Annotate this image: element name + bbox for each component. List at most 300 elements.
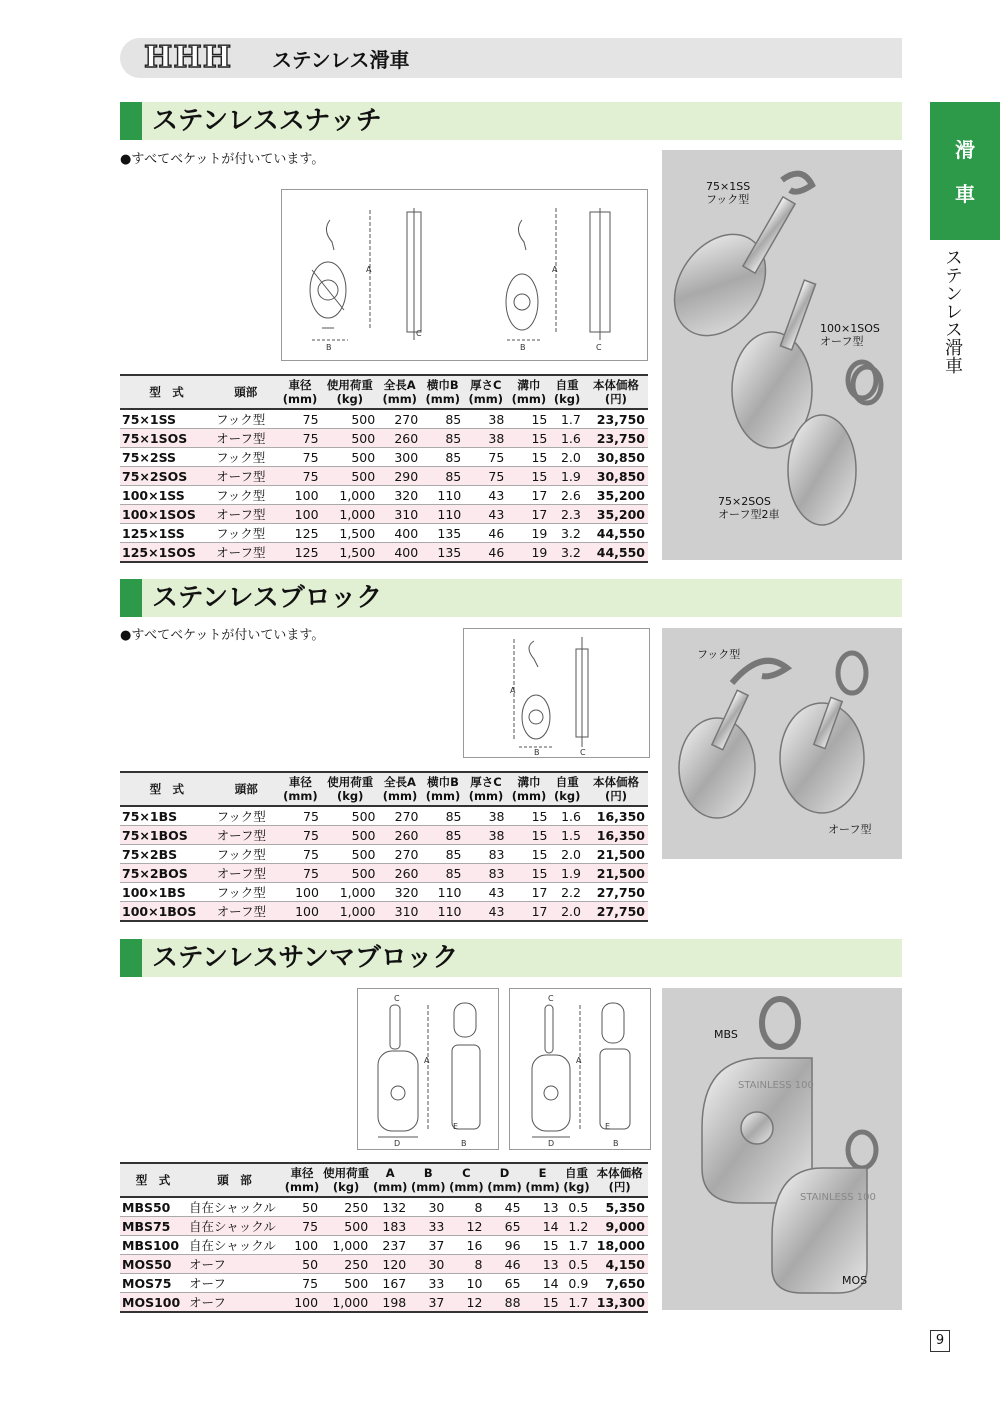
snatch-photo-label-a: 75×1SS フック型 (706, 180, 751, 206)
side-tab-char2: 車 (955, 182, 975, 206)
table-cell: 110 (421, 505, 464, 524)
table-cell: 500 (322, 448, 379, 467)
table-cell: 43 (465, 902, 508, 922)
table-row (120, 1274, 648, 1293)
table-row (120, 505, 648, 524)
table-cell: 75 (279, 826, 322, 845)
table-cell: 2.3 (550, 505, 584, 524)
head-type-cell: 自在シャックル (186, 1236, 283, 1255)
head-type-cell: 自在シャックル (186, 1197, 283, 1217)
table-cell: 33 (409, 1274, 447, 1293)
mos-label-D: D (548, 1139, 555, 1148)
table-cell: 320 (378, 486, 421, 505)
table-cell: 198 (371, 1293, 409, 1313)
model-cell: 75×2SS (120, 448, 213, 467)
table-row (120, 1236, 648, 1255)
table-cell: 15 (507, 429, 550, 448)
head-type-cell: 自在シャックル (186, 1217, 283, 1236)
model-cell: 75×1SOS (120, 429, 213, 448)
table-cell: 8 (447, 1197, 485, 1217)
mbs-label-D: D (394, 1139, 401, 1148)
table-row (120, 806, 648, 826)
head-type-cell: オーフ型 (213, 429, 278, 448)
table-cell: 43 (465, 883, 508, 902)
mos-label-E: E (605, 1122, 611, 1131)
column-header: 自重 (kg) (551, 772, 584, 806)
block-note: ●すべてベケットが付いています。 (120, 628, 325, 643)
table-cell: 2.0 (551, 902, 584, 922)
table-cell: 15 (507, 467, 550, 486)
model-cell: MOS75 (120, 1274, 186, 1293)
table-cell: 33 (409, 1217, 447, 1236)
table-cell: 17 (508, 883, 551, 902)
column-header: 本体価格 (円) (584, 772, 648, 806)
table-cell: 1.6 (551, 806, 584, 826)
snatch-diagram (282, 190, 647, 360)
model-cell: 75×1SS (120, 409, 213, 429)
block-photo-label-a: フック型 (697, 648, 741, 661)
model-cell: 100×1SS (120, 486, 213, 505)
table-cell: 110 (422, 883, 465, 902)
head-type-cell: フック型 (214, 845, 279, 864)
block-label-A: A (510, 686, 516, 695)
table-cell: 310 (379, 902, 422, 922)
price-cell: 13,300 (591, 1293, 648, 1313)
table-cell: 310 (378, 505, 421, 524)
table-cell: 75 (464, 448, 507, 467)
table-cell: 1,000 (322, 486, 379, 505)
table-cell: 13 (524, 1197, 562, 1217)
block-spec-table (120, 771, 648, 922)
mos-label-C: C (548, 994, 554, 1003)
table-cell: 500 (322, 826, 379, 845)
sanma-photo (662, 988, 902, 1310)
column-header: 溝巾 (mm) (507, 375, 550, 409)
price-cell: 27,750 (584, 902, 648, 922)
price-cell: 21,500 (584, 864, 648, 883)
table-cell: 500 (322, 806, 379, 826)
table-cell: 85 (422, 806, 465, 826)
model-cell: MBS100 (120, 1236, 186, 1255)
section-title-sanma: ステンレスサンマブロック (152, 943, 459, 973)
section-title-snatch: ステンレススナッチ (152, 106, 382, 136)
model-cell: MOS50 (120, 1255, 186, 1274)
table-cell: 3.2 (550, 524, 584, 543)
table-cell: 1,500 (322, 524, 379, 543)
sanma-spec-table (120, 1162, 648, 1313)
table-cell: 43 (464, 486, 507, 505)
table-row (120, 864, 648, 883)
price-cell: 5,350 (591, 1197, 648, 1217)
table-cell: 183 (371, 1217, 409, 1236)
table-cell: 300 (378, 448, 421, 467)
model-cell: 125×1SOS (120, 543, 213, 563)
table-row (120, 409, 648, 429)
table-row (120, 429, 648, 448)
price-cell: 35,200 (584, 486, 648, 505)
table-cell: 75 (279, 806, 322, 826)
table-cell: 2.0 (551, 845, 584, 864)
column-header: 型 式 (120, 772, 214, 806)
table-cell: 1,000 (321, 1236, 371, 1255)
table-cell: 1.9 (551, 864, 584, 883)
table-cell: 270 (379, 806, 422, 826)
table-cell: 100 (279, 902, 322, 922)
sanma-engraving-b: STAINLESS 100 (800, 1192, 876, 1203)
table-cell: 1,000 (322, 505, 379, 524)
section-header-block (120, 579, 902, 617)
mos-label-A: A (576, 1056, 582, 1065)
table-cell: 19 (507, 543, 550, 563)
snatch-spec-table (120, 374, 648, 563)
table-cell: 1,500 (322, 543, 379, 563)
table-cell: 83 (465, 845, 508, 864)
table-cell: 16 (447, 1236, 485, 1255)
model-cell: 75×2BOS (120, 864, 214, 883)
table-cell: 85 (421, 409, 464, 429)
column-header: 自重 (kg) (562, 1163, 592, 1197)
table-cell: 50 (283, 1255, 321, 1274)
table-cell: 15 (524, 1293, 562, 1313)
head-type-cell: フック型 (213, 409, 278, 429)
table-cell: 400 (378, 543, 421, 563)
side-tab-char1: 滑 (955, 138, 975, 162)
table-cell: 38 (464, 409, 507, 429)
model-cell: MBS75 (120, 1217, 186, 1236)
model-cell: 125×1SS (120, 524, 213, 543)
mbs-label-E: E (453, 1122, 459, 1131)
model-cell: 75×1BOS (120, 826, 214, 845)
table-cell: 0.9 (562, 1274, 592, 1293)
price-cell: 44,550 (584, 543, 648, 563)
table-cell: 2.6 (550, 486, 584, 505)
price-cell: 30,850 (584, 448, 648, 467)
table-cell: 1.2 (562, 1217, 592, 1236)
table-row (120, 902, 648, 922)
section-header-sanma (120, 939, 902, 977)
label-B-left: B (326, 343, 332, 352)
table-cell: 135 (421, 524, 464, 543)
model-cell: MOS100 (120, 1293, 186, 1313)
column-header: 頭部 (213, 375, 278, 409)
head-type-cell: オーフ型 (214, 902, 279, 922)
table-cell: 2.0 (550, 448, 584, 467)
table-cell: 237 (371, 1236, 409, 1255)
snatch-photo-label-b: 100×1SOS オーフ型 (820, 322, 880, 348)
table-cell: 37 (409, 1236, 447, 1255)
column-header: D (mm) (485, 1163, 523, 1197)
price-cell: 16,350 (584, 806, 648, 826)
table-cell: 1,000 (321, 1293, 371, 1313)
mbs-label-B: B (461, 1139, 467, 1148)
table-cell: 75 (279, 864, 322, 883)
table-cell: 120 (371, 1255, 409, 1274)
table-cell: 1,000 (322, 902, 379, 922)
price-cell: 9,000 (591, 1217, 648, 1236)
table-cell: 37 (409, 1293, 447, 1313)
table-row (120, 467, 648, 486)
column-header: 自重 (kg) (550, 375, 584, 409)
column-header: 本体価格 (円) (591, 1163, 648, 1197)
table-cell: 75 (278, 429, 321, 448)
table-cell: 500 (321, 1217, 371, 1236)
table-cell: 46 (464, 524, 507, 543)
head-type-cell: オーフ型 (214, 864, 279, 883)
table-row (120, 1197, 648, 1217)
model-cell: 100×1BS (120, 883, 214, 902)
table-cell: 85 (421, 448, 464, 467)
brand-logo: HHH (144, 40, 233, 75)
model-cell: 75×1BS (120, 806, 214, 826)
table-cell: 270 (379, 845, 422, 864)
table-cell: 38 (465, 826, 508, 845)
table-cell: 85 (422, 826, 465, 845)
column-header: 型 式 (120, 375, 213, 409)
model-cell: 75×2SOS (120, 467, 213, 486)
price-cell: 16,350 (584, 826, 648, 845)
table-cell: 250 (321, 1255, 371, 1274)
table-row (120, 1293, 648, 1313)
table-cell: 50 (283, 1197, 321, 1217)
table-cell: 75 (283, 1274, 321, 1293)
table-cell: 0.5 (562, 1197, 592, 1217)
table-cell: 15 (507, 409, 550, 429)
column-header: C (mm) (447, 1163, 485, 1197)
page-number: 9 (930, 1330, 950, 1352)
column-header: 車径 (mm) (279, 772, 322, 806)
table-cell: 83 (465, 864, 508, 883)
block-label-B: B (534, 748, 540, 757)
table-cell: 1.5 (551, 826, 584, 845)
head-type-cell: オーフ型 (213, 543, 278, 563)
table-cell: 38 (464, 429, 507, 448)
price-cell: 44,550 (584, 524, 648, 543)
price-cell: 7,650 (591, 1274, 648, 1293)
snatch-photo-label-c: 75×2SOS オーフ型2車 (718, 495, 780, 521)
label-A-right: A (552, 265, 558, 274)
table-cell: 100 (278, 505, 321, 524)
table-cell: 17 (508, 902, 551, 922)
table-cell: 17 (507, 486, 550, 505)
table-cell: 1.7 (562, 1236, 592, 1255)
table-cell: 14 (524, 1274, 562, 1293)
table-cell: 75 (278, 448, 321, 467)
table-cell: 46 (464, 543, 507, 563)
sanma-photo-art (662, 988, 902, 1310)
column-header: 頭 部 (186, 1163, 283, 1197)
table-cell: 65 (485, 1217, 523, 1236)
column-header: 全長A (mm) (379, 772, 422, 806)
table-cell: 500 (322, 845, 379, 864)
price-cell: 23,750 (584, 429, 648, 448)
table-cell: 125 (278, 524, 321, 543)
column-header: 使用荷重 (kg) (322, 772, 379, 806)
table-row (120, 524, 648, 543)
sanma-engraving-a: STAINLESS 100 (738, 1080, 814, 1091)
table-cell: 12 (447, 1293, 485, 1313)
head-type-cell: フック型 (214, 883, 279, 902)
snatch-note: ●すべてベケットが付いています。 (120, 152, 325, 167)
table-cell: 75 (283, 1217, 321, 1236)
section-header-snatch (120, 102, 902, 140)
table-cell: 500 (322, 467, 379, 486)
sanma-drawing-mos (509, 988, 651, 1150)
table-cell: 15 (507, 448, 550, 467)
column-header: 横巾B (mm) (421, 375, 464, 409)
label-B-right: B (520, 343, 526, 352)
price-cell: 30,850 (584, 467, 648, 486)
column-header: 頭部 (214, 772, 279, 806)
table-cell: 0.5 (562, 1255, 592, 1274)
sanma-diagram-mbs (358, 989, 498, 1149)
sanma-photo-label-b: MOS (842, 1274, 868, 1287)
table-cell: 1.7 (562, 1293, 592, 1313)
table-cell: 270 (378, 409, 421, 429)
table-cell: 1.6 (550, 429, 584, 448)
table-cell: 96 (485, 1236, 523, 1255)
side-tab[interactable] (930, 102, 1000, 240)
model-cell: 100×1BOS (120, 902, 214, 922)
table-cell: 45 (485, 1197, 523, 1217)
price-cell: 18,000 (591, 1236, 648, 1255)
model-cell: 75×2BS (120, 845, 214, 864)
table-cell: 260 (378, 429, 421, 448)
table-cell: 110 (422, 902, 465, 922)
label-C-left: C (416, 329, 422, 338)
block-photo-label-b: オーフ型 (828, 823, 872, 836)
head-type-cell: フック型 (214, 806, 279, 826)
table-cell: 17 (507, 505, 550, 524)
table-cell: 46 (485, 1255, 523, 1274)
table-cell: 14 (524, 1217, 562, 1236)
table-cell: 43 (464, 505, 507, 524)
table-cell: 500 (322, 409, 379, 429)
column-header: 車径 (mm) (283, 1163, 321, 1197)
column-header: 厚さC (mm) (464, 375, 507, 409)
head-type-cell: オーフ型 (214, 826, 279, 845)
block-label-C: C (580, 748, 586, 757)
table-cell: 65 (485, 1274, 523, 1293)
table-cell: 13 (524, 1255, 562, 1274)
table-cell: 1.9 (550, 467, 584, 486)
table-cell: 15 (508, 826, 551, 845)
column-header: 本体価格 (円) (584, 375, 648, 409)
table-cell: 500 (322, 864, 379, 883)
table-row (120, 826, 648, 845)
table-row (120, 845, 648, 864)
section-marker (120, 939, 142, 977)
price-cell: 4,150 (591, 1255, 648, 1274)
table-row (120, 448, 648, 467)
table-cell: 167 (371, 1274, 409, 1293)
head-type-cell: オーフ (186, 1255, 283, 1274)
table-cell: 500 (321, 1274, 371, 1293)
section-title-block: ステンレスブロック (152, 583, 383, 613)
sanma-photo-label-a: MBS (714, 1028, 738, 1041)
column-header: 使用荷重 (kg) (322, 375, 379, 409)
table-cell: 85 (421, 429, 464, 448)
column-header: 型 式 (120, 1163, 186, 1197)
mos-label-B: B (613, 1139, 619, 1148)
table-cell: 85 (421, 467, 464, 486)
table-cell: 10 (447, 1274, 485, 1293)
brand-bar (120, 38, 902, 78)
table-cell: 30 (409, 1197, 447, 1217)
table-cell: 19 (507, 524, 550, 543)
head-type-cell: オーフ (186, 1293, 283, 1313)
sanma-drawing-mbs (357, 988, 499, 1150)
table-cell: 85 (422, 864, 465, 883)
head-type-cell: オーフ (186, 1274, 283, 1293)
column-header: 全長A (mm) (378, 375, 421, 409)
table-cell: 15 (508, 806, 551, 826)
table-cell: 125 (278, 543, 321, 563)
column-header: 車径 (mm) (278, 375, 321, 409)
column-header: A (mm) (371, 1163, 409, 1197)
table-row (120, 486, 648, 505)
mbs-label-C: C (394, 994, 400, 1003)
table-cell: 260 (379, 864, 422, 883)
head-type-cell: フック型 (213, 524, 278, 543)
table-cell: 100 (278, 486, 321, 505)
table-cell: 15 (508, 845, 551, 864)
table-cell: 75 (278, 409, 321, 429)
table-row (120, 543, 648, 563)
section-marker (120, 102, 142, 140)
snatch-drawing (281, 189, 648, 361)
block-diagram (464, 629, 649, 757)
table-cell: 3.2 (550, 543, 584, 563)
table-cell: 75 (279, 845, 322, 864)
label-C-right: C (596, 343, 602, 352)
model-cell: MBS50 (120, 1197, 186, 1217)
table-cell: 290 (378, 467, 421, 486)
table-row (120, 883, 648, 902)
table-cell: 1,000 (322, 883, 379, 902)
head-type-cell: オーフ型 (213, 467, 278, 486)
table-cell: 100 (283, 1236, 321, 1255)
table-cell: 8 (447, 1255, 485, 1274)
sanma-diagram-mos (510, 989, 650, 1149)
column-header: 横巾B (mm) (422, 772, 465, 806)
table-cell: 1.7 (550, 409, 584, 429)
table-cell: 15 (508, 864, 551, 883)
table-cell: 15 (524, 1236, 562, 1255)
column-header: 溝巾 (mm) (508, 772, 551, 806)
table-cell: 132 (371, 1197, 409, 1217)
label-A-left: A (366, 265, 372, 274)
table-cell: 260 (379, 826, 422, 845)
table-cell: 100 (279, 883, 322, 902)
table-cell: 400 (378, 524, 421, 543)
table-cell: 38 (465, 806, 508, 826)
table-cell: 2.2 (551, 883, 584, 902)
price-cell: 23,750 (584, 409, 648, 429)
block-drawing (463, 628, 650, 758)
column-header: B (mm) (409, 1163, 447, 1197)
table-row (120, 1255, 648, 1274)
side-vertical-label: ステンレス滑車 (942, 248, 963, 374)
column-header: 使用荷重 (kg) (321, 1163, 371, 1197)
column-header: 厚さC (mm) (465, 772, 508, 806)
table-cell: 250 (321, 1197, 371, 1217)
price-cell: 21,500 (584, 845, 648, 864)
price-cell: 35,200 (584, 505, 648, 524)
head-type-cell: フック型 (213, 448, 278, 467)
table-cell: 135 (421, 543, 464, 563)
section-marker (120, 579, 142, 617)
head-type-cell: フック型 (213, 486, 278, 505)
